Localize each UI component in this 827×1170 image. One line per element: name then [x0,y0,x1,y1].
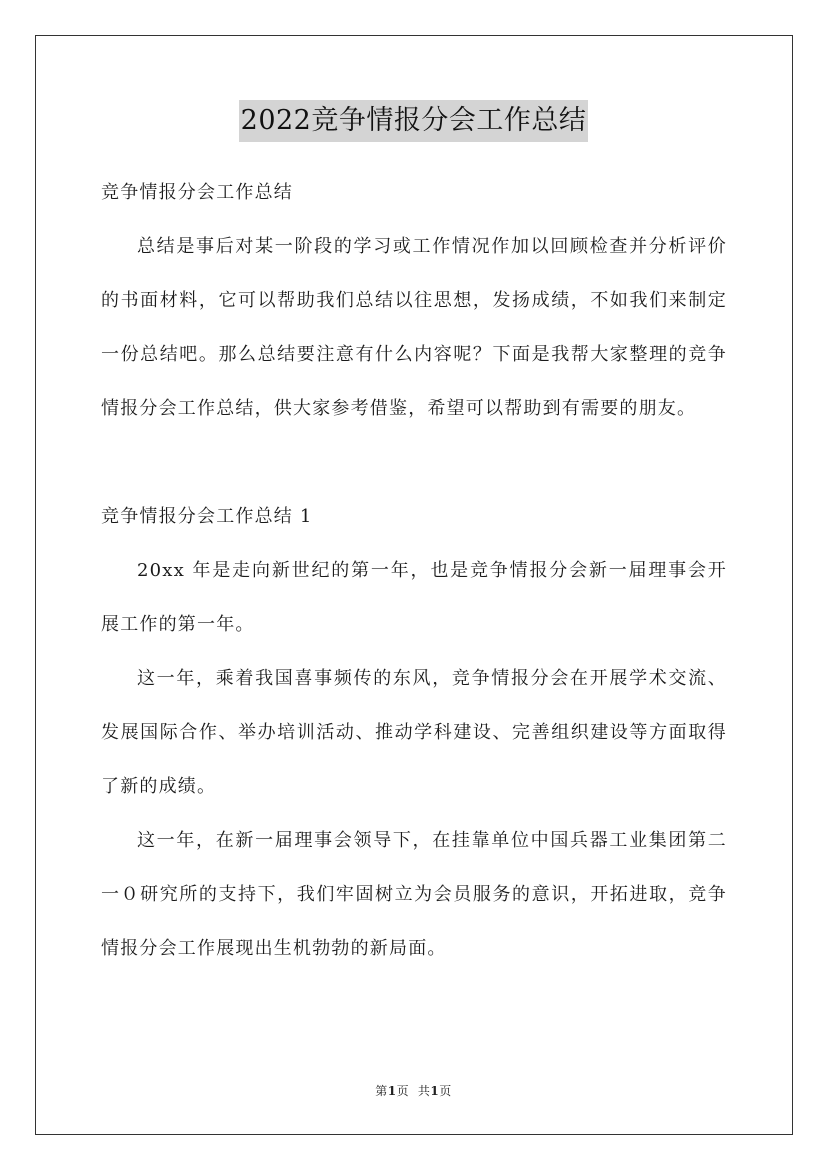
total-suffix: 页 [439,1084,452,1098]
total-pages: 1 [430,1084,440,1098]
document-title: 2022竞争情报分会工作总结 [239,100,589,142]
page-suffix: 页 [396,1084,410,1098]
page-number: 1 [387,1084,397,1098]
page-prefix: 第 [375,1084,388,1098]
section1-paragraph-2: 这一年，乘着我国喜事频传的东风，竞争情报分会在开展学术交流、发展国际合作、举办培训活动、推动学科建设、完善组织建设等方面取得了新的成绩。 [101,668,727,797]
total-prefix: 共 [417,1084,431,1098]
page-footer [0,1082,827,1099]
section1-heading: 竞争情报分会工作总结 1 [101,506,313,527]
section1-paragraph-1: 20xx 年是走向新世纪的第一年，也是竞争情报分会新一届理事会开展工作的第一年。 [101,560,727,635]
intro-paragraph: 总结是事后对某一阶段的学习或工作情况作加以回顾检查并分析评价的书面材料，它可以帮助我们总结以往思想，发扬成绩，不如我们来制定一份总结吧。那么总结要注意有什么内容呢？下面是我帮大家整理的竞争情报分会工作总结，供大家参考借鉴，希望可以帮助到有需要的朋友。 [101,236,727,419]
section-gap [101,436,727,490]
intro-heading: 竞争情报分会工作总结 [101,182,293,203]
section1-paragraph-3: 这一年，在新一届理事会领导下，在挂靠单位中国兵器工业集团第二一０研究所的支持下，我们牢固树立为会员服务的意识，开拓进取，竞争情报分会工作展现出生机勃勃的新局面。 [101,830,727,959]
title-container [0,100,827,142]
document-body [101,166,727,976]
